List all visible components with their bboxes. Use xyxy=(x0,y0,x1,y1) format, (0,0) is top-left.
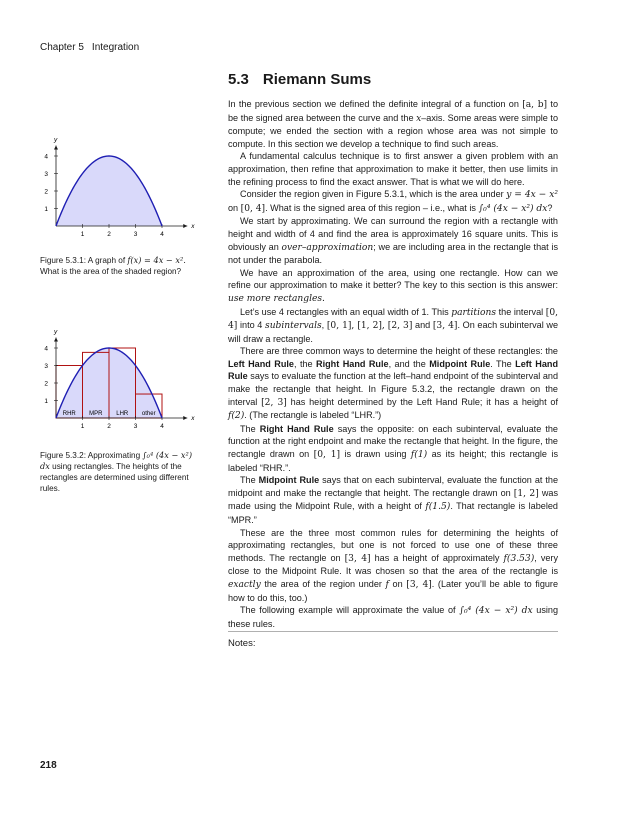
y-axis-arrow xyxy=(54,338,58,342)
section-number: 5.3 xyxy=(228,71,249,88)
running-header xyxy=(40,42,139,53)
rectangle-label: other xyxy=(141,411,156,417)
chapter-number: Chapter 5 xyxy=(40,42,84,53)
paragraph-11: The following example will approximate the value of ∫₀⁴ (4x − x²) dx using these rules. xyxy=(228,605,559,629)
rectangle-label: MPR xyxy=(89,411,103,417)
y-tick-label: 2 xyxy=(44,188,48,196)
x-tick-label: 2 xyxy=(107,423,111,430)
notes-divider xyxy=(228,631,558,632)
x-tick-label: 3 xyxy=(133,231,138,238)
figure-5-3-1-caption: Figure 5.3.1: A graph of f(x) = 4x − x². What is the area of the shaded region? xyxy=(40,255,186,276)
paragraph-5: We have an approximation of the area, using one rectangle. How can we refine our approximation to make it better? The key to this section is this answer: use more rectangles. xyxy=(228,267,558,304)
paragraph-1: In the previous section we defined the definite integral of a function on [a, b] to be the signed area between the curve and the x–axis. Some areas were simple to compute; we ended the section with a region whose area was not simple to compute. In this section we develop a technique to find such areas. xyxy=(228,99,559,149)
paragraph-8: The Right Hand Rule says the opposite: on each subinterval, evaluate the function at the right endpoint and make the rectangle that height. In the figure, the rectangle drawn on [0, 1] is drawn using f(1) as its height; this rectangle is labeled “RHR.”. xyxy=(228,423,558,473)
figure-5-3-2 xyxy=(30,315,200,440)
x-tick-label: 4 xyxy=(160,423,164,430)
x-tick-label: 4 xyxy=(160,231,164,238)
paragraph-3: Consider the region given in Figure 5.3.1, which is the area under y = 4x − x² on [0, 4]. What is the signed area of this region – i.e., what is ∫₀⁴ (4x − x²) dx? xyxy=(228,189,558,214)
main-text xyxy=(228,98,558,630)
y-axis-label: y xyxy=(54,328,58,336)
chapter-title: Integration xyxy=(91,42,140,53)
section-heading xyxy=(228,71,371,88)
x-tick-label: 1 xyxy=(80,231,85,238)
y-tick-label: 1 xyxy=(44,398,48,405)
rectangle-label: LHR xyxy=(116,411,129,417)
y-axis-label: y xyxy=(54,136,58,144)
y-axis-arrow xyxy=(54,146,58,150)
paragraph-6: Let’s use 4 rectangles with an equal width of 1. This partitions the interval [0, 4] into 4 subintervals, [0, 1], [1, 2], [2, 3] and [3, 4]. On each subinterval we will draw a rectangle. xyxy=(228,306,559,344)
y-tick-label: 3 xyxy=(44,171,48,178)
figure-5-3-1 xyxy=(30,128,200,246)
paragraph-4: We start by approximating. We can surround the region with a rectangle with height and width of 4 and find the area is approximately 16 square units. This is obviously an over–approximation; we are including area in the rectangle that is not under the parabola. xyxy=(228,216,558,266)
x-axis-arrow xyxy=(183,224,187,228)
paragraph-7: There are three common ways to determine the height of these rectangles: the Left Hand Rule, the Right Hand Rule, and the Midpoint Rule. The Left Hand Rule says to evaluate the function at the left–hand endpoint of the subinterval and make the rectangle that height. In Figure 5.3.2, the rectangle drawn on the interval [2, 3] has height determined by the Left Hand Rule; it has a height of f(2). (The rectangle is labeled “LHR.”) xyxy=(228,346,559,422)
y-tick-label: 4 xyxy=(44,345,48,353)
x-tick-label: 1 xyxy=(80,423,85,430)
x-tick-label: 3 xyxy=(133,423,138,430)
figure-5-3-2-caption: Figure 5.3.2: Approximating ∫₀⁴ (4x − x²) dx using rectangles. The heights of the rectangles are determined using different rules. xyxy=(40,450,193,493)
notes-label: Notes: xyxy=(228,638,256,649)
rectangle-label: RHR xyxy=(62,411,76,417)
y-tick-label: 3 xyxy=(44,363,48,370)
paragraph-10: These are the three most common rules for determining the heights of approximating rectangles, but one is not forced to use one of these three methods. The rectangle on [3, 4] has a height of approximately f(3.53), very close to the Midpoint Rule. It was chosen so that the area of the rectangle is exactly the area of the region under f on [3, 4]. (Later you’ll be able to figure how to do this, too.) xyxy=(228,527,559,603)
paragraph-9: The Midpoint Rule says that on each subinterval, evaluate the function at the midpoint and make the rectangle that height. The rectangle drawn on [1, 2] was made using the Midpoint Rule, with a height of f(1.5). That rectangle is labeled “MPR.” xyxy=(228,475,558,525)
x-tick-label: 2 xyxy=(107,231,111,238)
y-tick-label: 2 xyxy=(44,380,48,388)
x-axis-label: x xyxy=(191,415,195,422)
paragraph-2: A fundamental calculus technique is to first answer a given problem with an approximation, then refine that approximation to make it better, then use limits in the refining process to find the exact answer. That is what we will do here. xyxy=(228,151,558,187)
y-tick-label: 1 xyxy=(44,206,48,213)
y-tick-label: 4 xyxy=(44,153,48,161)
x-axis-arrow xyxy=(183,416,187,420)
x-axis-label: x xyxy=(191,223,195,230)
section-title: Riemann Sums xyxy=(262,71,372,88)
page-number: 218 xyxy=(40,760,57,771)
